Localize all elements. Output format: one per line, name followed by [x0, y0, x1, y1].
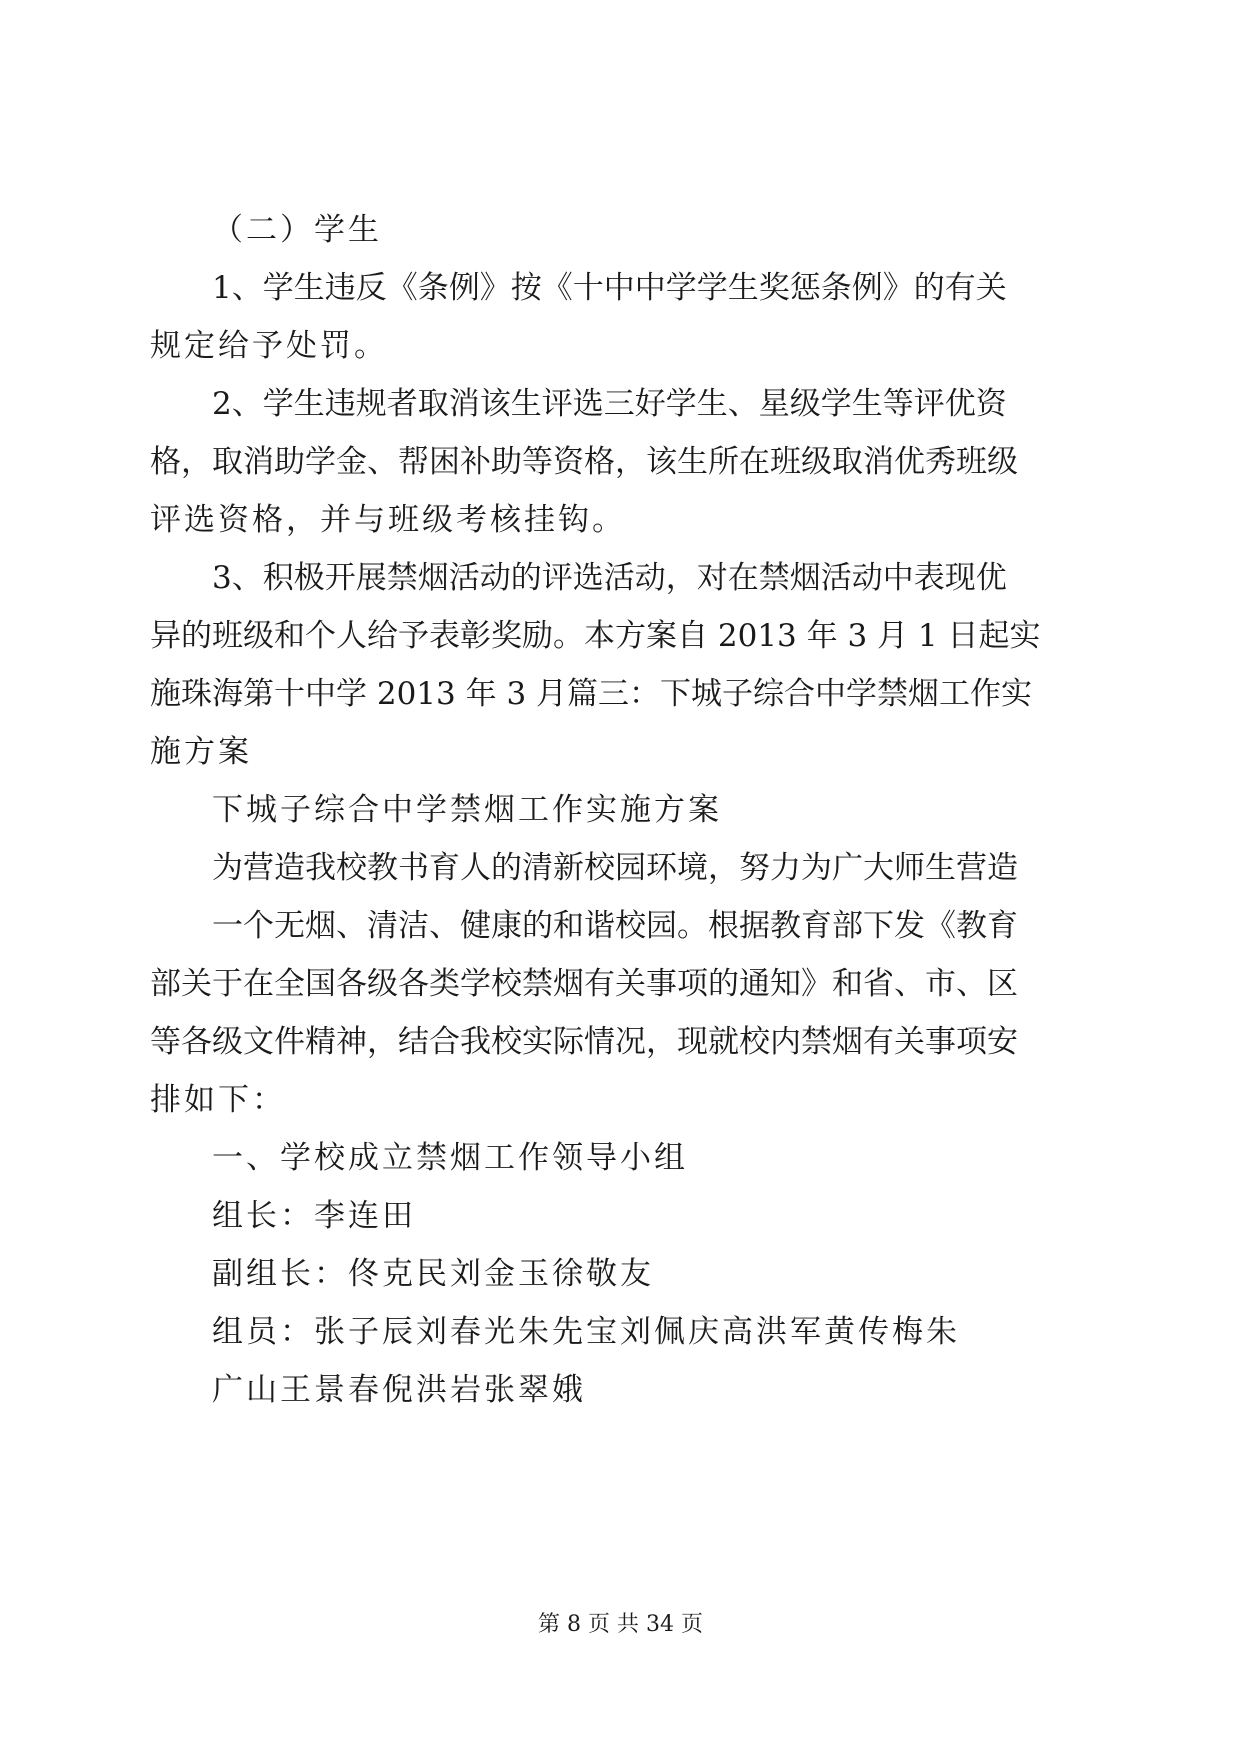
paragraph-line: 施珠海第十中学 2013 年 3 月篇三：下城子综合中学禁烟工作实	[150, 676, 1033, 712]
paragraph-line: 格，取消助学金、帮困补助等资格，该生所在班级取消优秀班级	[150, 444, 1018, 480]
section-heading-students: （二）学生	[212, 212, 382, 248]
paragraph-line: 评选资格，并与班级考核挂钩。	[150, 502, 626, 538]
paragraph-line: 为营造我校教书育人的清新校园环境，努力为广大师生营造	[212, 850, 1018, 886]
paragraph-line: 1、学生违反《条例》按《十中中学学生奖惩条例》的有关	[212, 270, 1007, 306]
paragraph-line: 2、学生违规者取消该生评选三好学生、星级学生等评优资	[212, 386, 1007, 422]
section-heading-leadership-group: 一、学校成立禁烟工作领导小组	[212, 1140, 688, 1176]
paragraph-line: 一个无烟、清洁、健康的和谐校园。根据教育部下发《教育	[212, 908, 1018, 944]
members-line-continued: 广山王景春倪洪岩张翠娥	[212, 1372, 586, 1408]
paragraph-line: 等各级文件精神，结合我校实际情况，现就校内禁烟有关事项安	[150, 1024, 1018, 1060]
document-title: 下城子综合中学禁烟工作实施方案	[212, 792, 722, 828]
deputy-leader-line: 副组长：佟克民刘金玉徐敬友	[212, 1256, 654, 1292]
paragraph-line: 排如下：	[150, 1082, 286, 1118]
paragraph-line: 3、积极开展禁烟活动的评选活动，对在禁烟活动中表现优	[212, 560, 1007, 596]
group-leader-line: 组长：李连田	[212, 1198, 416, 1234]
paragraph-line: 异的班级和个人给予表彰奖励。本方案自 2013 年 3 月 1 日起实	[150, 618, 1041, 654]
paragraph-line: 部关于在全国各级各类学校禁烟有关事项的通知》和省、市、区	[150, 966, 1018, 1002]
members-line: 组员：张子辰刘春光朱先宝刘佩庆高洪军黄传梅朱	[212, 1314, 960, 1350]
paragraph-line: 施方案	[150, 734, 252, 770]
paragraph-line: 规定给予处罚。	[150, 328, 388, 364]
page-footer: 第 8 页 共 34 页	[538, 1612, 703, 1637]
